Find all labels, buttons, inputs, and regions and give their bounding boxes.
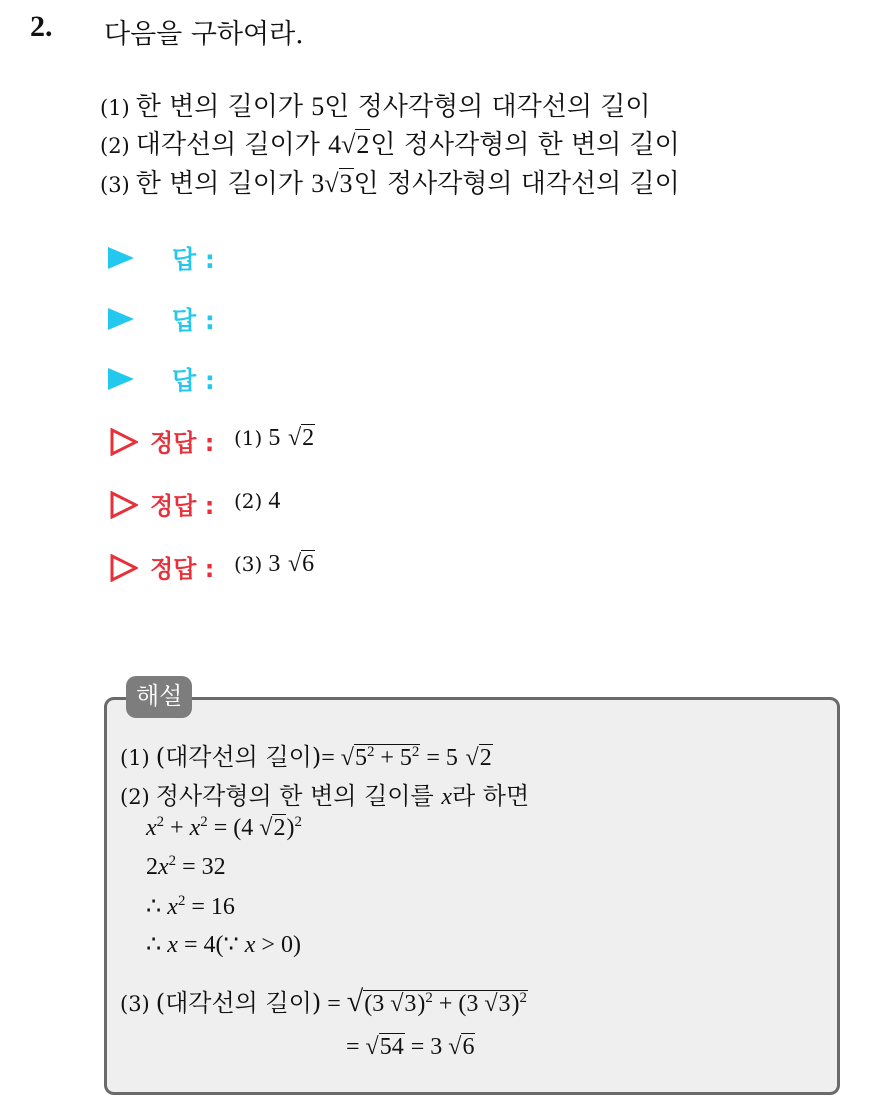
solution-text: 라 하면 bbox=[451, 782, 530, 810]
sub-question-text-post: 인 정사각형의 대각선의 길이 bbox=[353, 169, 680, 199]
sub-question-2 bbox=[100, 124, 680, 161]
sub-question-text-pre: 대각선의 길이가 bbox=[135, 130, 329, 160]
solution-tag: 해설 bbox=[126, 676, 192, 718]
play-triangle-icon bbox=[108, 368, 134, 390]
side-length-value: 5 bbox=[311, 92, 325, 121]
sub-question-number: (1) bbox=[100, 96, 130, 120]
sub-question-text-post: 인 정사각형의 대각선의 길이 bbox=[324, 92, 651, 122]
correct-label: 정답 : bbox=[150, 429, 215, 457]
value: 16 bbox=[210, 894, 235, 920]
solution-number: (3) bbox=[120, 992, 150, 1016]
solution-text: 정사각형의 한 변의 길이를 bbox=[155, 782, 434, 810]
sqrt-expression: √2 bbox=[259, 815, 286, 841]
correct-answer-value bbox=[234, 486, 280, 515]
side-coefficient: 3 bbox=[311, 169, 325, 198]
coefficient: 3 bbox=[372, 991, 385, 1017]
answer-number: (1) bbox=[234, 426, 263, 450]
radicand: 2 bbox=[273, 815, 286, 841]
solution-line-5: ∴ $x^2 = 16$ bbox=[146, 893, 235, 920]
correct-answer-value bbox=[234, 549, 315, 578]
question-text: 다음을 구하여라. bbox=[104, 19, 304, 50]
radicand: 6 bbox=[462, 1034, 475, 1060]
solution-text: (대각선의 길이) bbox=[155, 743, 322, 771]
radicand: 3 bbox=[404, 991, 417, 1017]
coefficient: 3 bbox=[430, 1034, 443, 1060]
radicand: 54 bbox=[379, 1034, 404, 1060]
diagonal-coefficient: 4 bbox=[328, 130, 342, 159]
radicand: 6 bbox=[302, 551, 315, 577]
sub-question-1 bbox=[100, 86, 650, 123]
sub-question-text-pre: 한 변의 길이가 bbox=[135, 169, 312, 199]
answer-label: 답 : bbox=[172, 245, 215, 274]
answer-number: (2) bbox=[234, 489, 263, 513]
solution-line-3: $x^2 + x^2 = (4$ √2)$^2$ bbox=[146, 814, 302, 841]
solution-line-7: (3) (대각선의 길이) = √(3 √3)$^2$ + (3 √3)$^2$ bbox=[120, 985, 527, 1018]
value: 32 bbox=[201, 854, 226, 880]
value: 4 bbox=[203, 932, 216, 958]
sub-question-text-pre: 한 변의 길이가 bbox=[135, 92, 312, 122]
answer-number: (3) bbox=[234, 552, 263, 576]
radicand: 2 bbox=[302, 425, 315, 451]
outline-triangle-icon bbox=[110, 491, 138, 519]
solution-line-1: (1) (대각선의 길이)= $√5^2 + 5^2 = 5$ √2 bbox=[120, 743, 492, 771]
correct-label: 정답 : bbox=[150, 492, 215, 520]
sqrt-expression: $√5^2 + 5^2$ bbox=[340, 744, 420, 771]
variable-x: x bbox=[441, 784, 452, 810]
answer-value: 4 bbox=[268, 488, 281, 514]
play-triangle-icon bbox=[108, 247, 134, 269]
sqrt-expression: √(3 √3)$^2$ + (3 √3)$^2$ bbox=[346, 985, 527, 1018]
solution-line-4: $2x^2 = 32$ bbox=[146, 853, 226, 880]
solution-line-2 bbox=[120, 776, 529, 811]
answer-coefficient: 5 bbox=[268, 425, 281, 451]
sqrt-expression: √3 bbox=[324, 169, 353, 198]
sqrt-expression: √2 bbox=[465, 745, 492, 771]
sqrt-expression: √54 bbox=[365, 1034, 404, 1060]
radicand: 2 bbox=[479, 745, 492, 771]
radicand-term: 5 bbox=[399, 745, 412, 771]
answer-coefficient: 3 bbox=[268, 551, 281, 577]
sub-question-text-post: 인 정사각형의 한 변의 길이 bbox=[370, 130, 680, 160]
solution-line-8: = √54 = 3 √6 bbox=[346, 1034, 475, 1060]
solution-number: (2) bbox=[120, 785, 150, 809]
sqrt-expression: √6 bbox=[448, 1034, 475, 1060]
sub-question-number: (2) bbox=[100, 134, 130, 158]
radicand: 3 bbox=[339, 169, 353, 198]
solution-text: (대각선의 길이) bbox=[155, 989, 322, 1017]
answer-label: 답 : bbox=[172, 306, 215, 335]
question-number: 2. bbox=[30, 10, 53, 43]
radicand: 2 bbox=[356, 130, 370, 159]
correct-label: 정답 : bbox=[150, 555, 215, 583]
coefficient: 4 bbox=[241, 815, 254, 841]
play-triangle-icon bbox=[108, 308, 134, 330]
sqrt-expression: √2 bbox=[341, 130, 370, 159]
radicand-term: 5 bbox=[354, 745, 367, 771]
outline-triangle-icon bbox=[110, 554, 138, 582]
sqrt-expression: √2 bbox=[287, 425, 315, 451]
sub-question-number: (3) bbox=[100, 173, 130, 197]
solution-number: (1) bbox=[120, 746, 150, 770]
outline-triangle-icon bbox=[110, 428, 138, 456]
solution-line-6: ∴ x = 4(∵ x > 0) bbox=[146, 932, 301, 958]
sub-question-3 bbox=[100, 163, 680, 200]
correct-answer-value bbox=[234, 423, 315, 452]
sqrt-expression: √6 bbox=[287, 551, 315, 577]
result-coefficient: 5 bbox=[445, 745, 458, 771]
answer-label: 답 : bbox=[172, 366, 215, 395]
